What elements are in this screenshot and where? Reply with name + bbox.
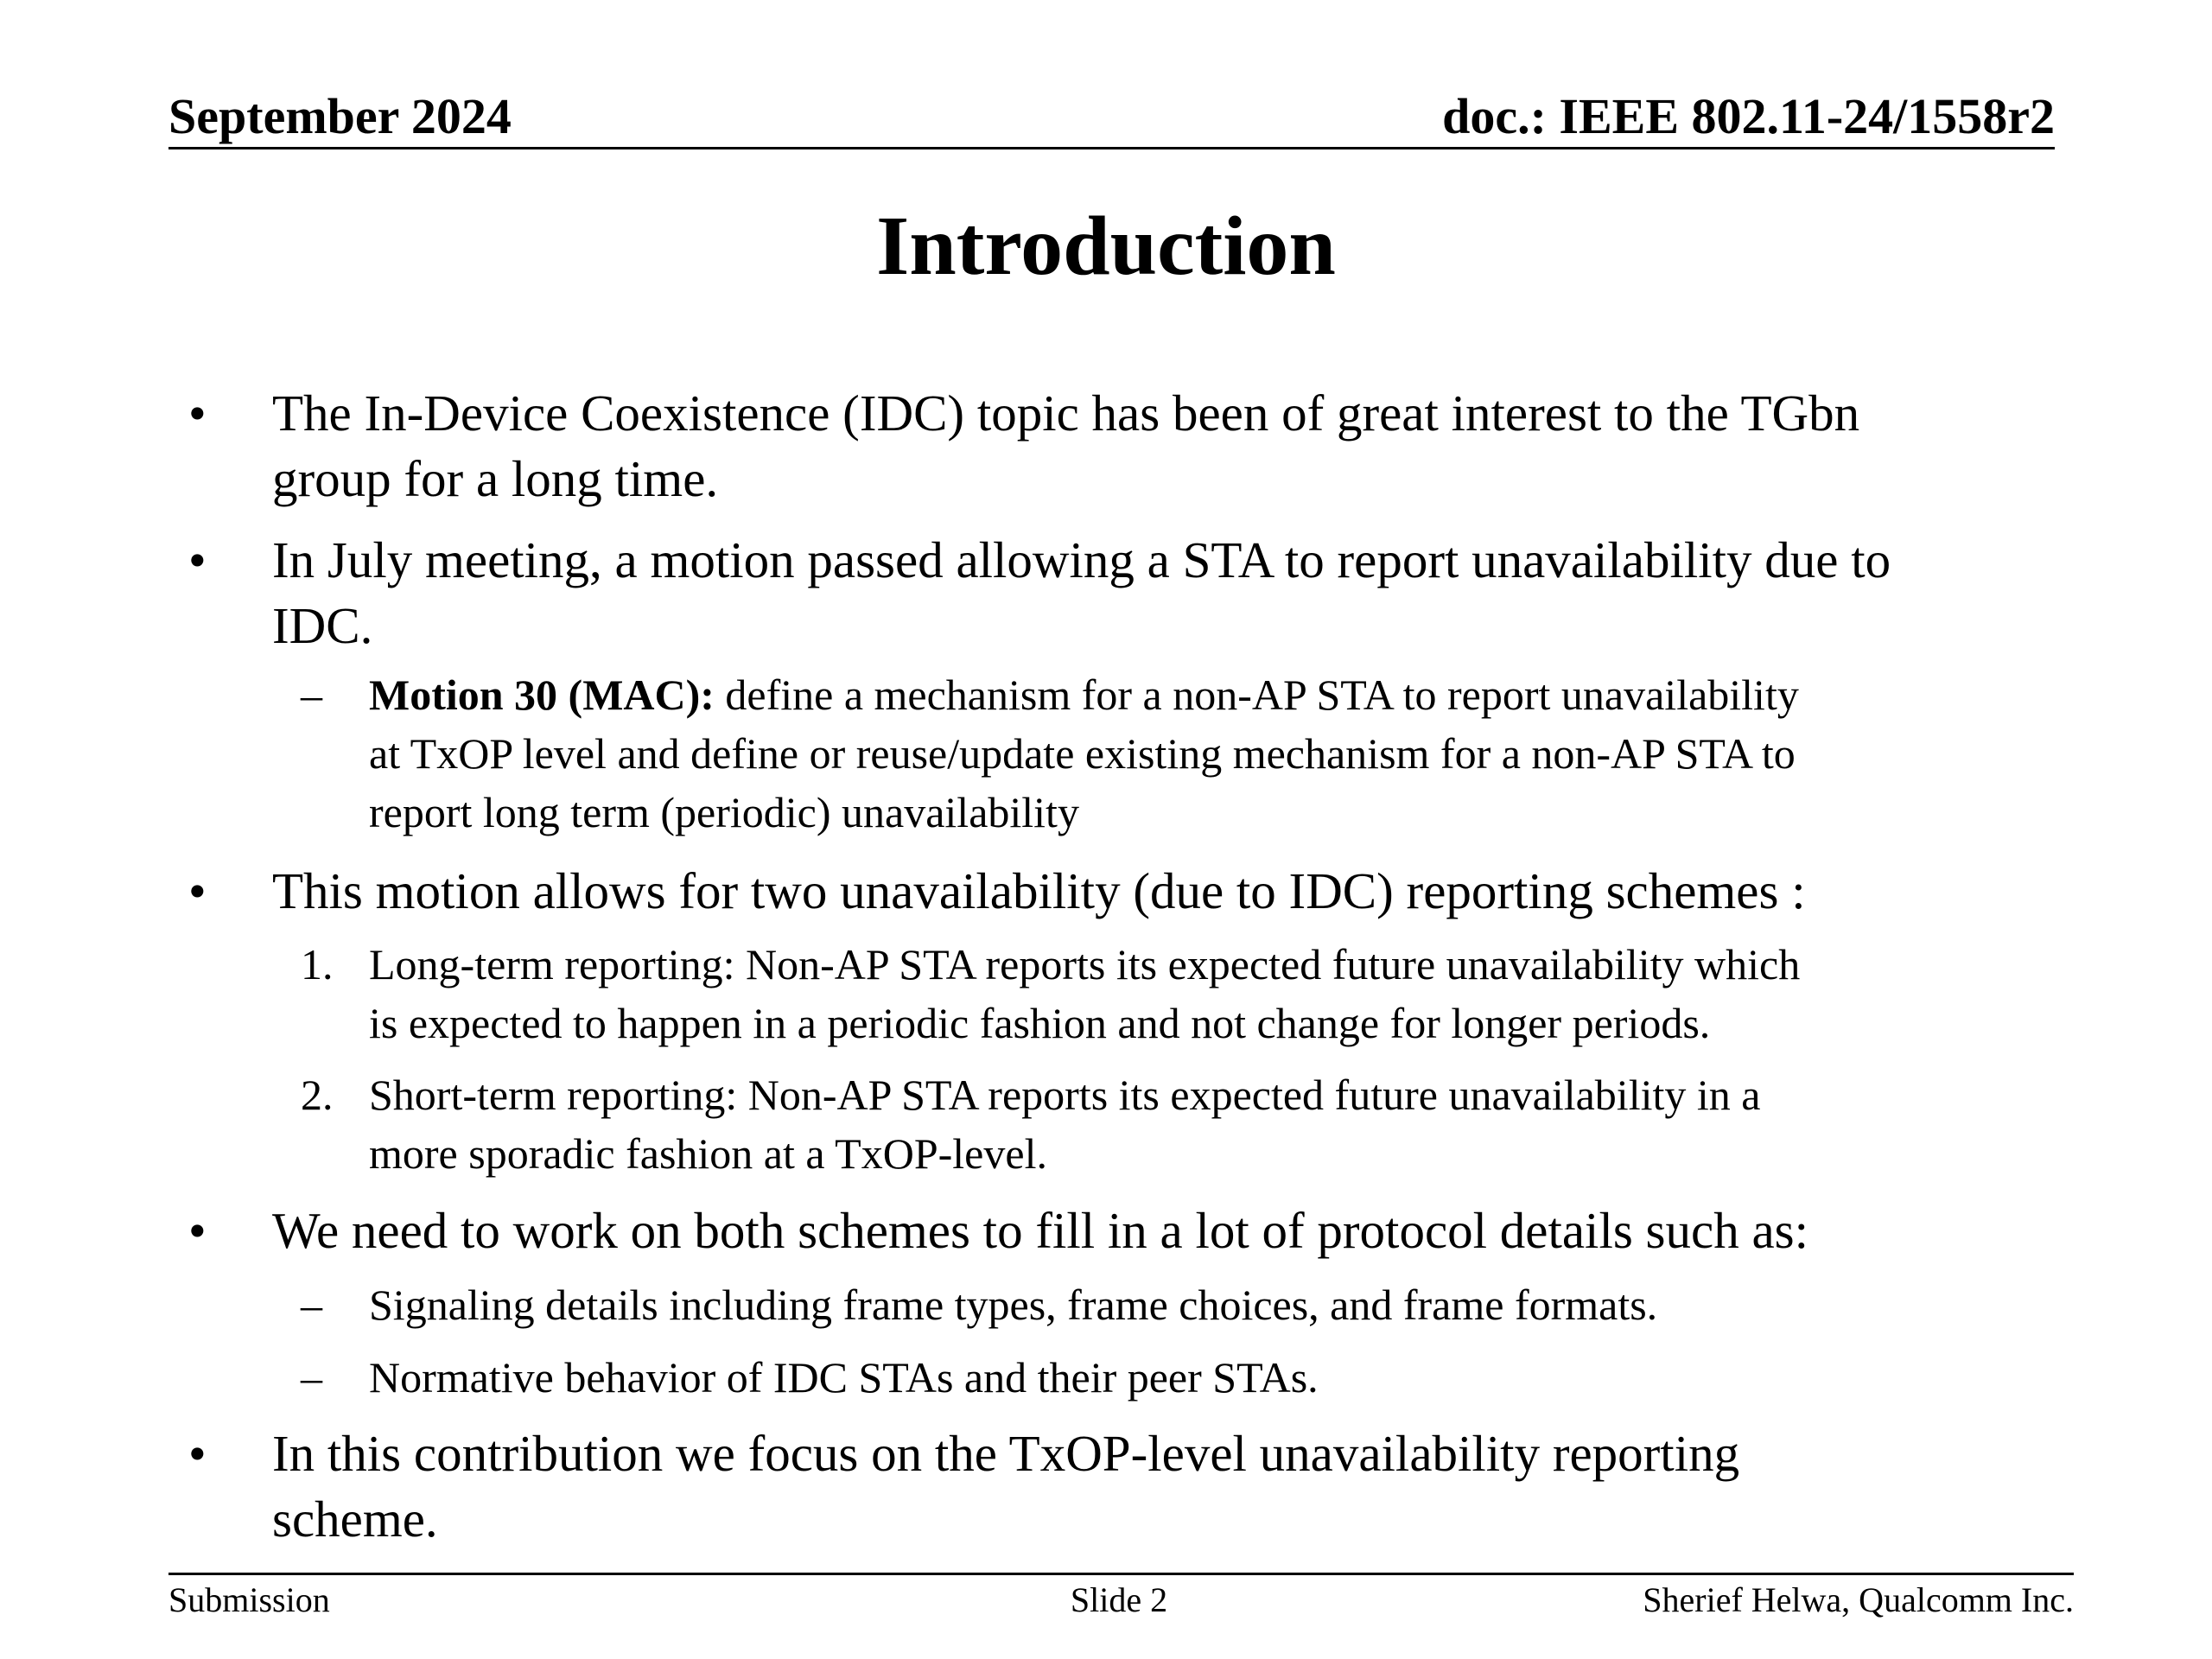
long-term-line-2: is expected to happen in a periodic fashion and not change for longer periods. [369, 999, 1711, 1047]
short-term-line-2: more sporadic fashion at a TxOP-level. [369, 1129, 1047, 1178]
bullet-1-line-2: group for a long time. [272, 450, 719, 507]
footer-divider [168, 1573, 2074, 1575]
dash-marker: – [301, 671, 322, 719]
number-marker: 2. [301, 1071, 334, 1119]
bullet-2-line-2: IDC. [272, 597, 373, 654]
footer-submission: Submission [168, 1580, 330, 1619]
footer-slide-number: Slide 2 [1070, 1580, 1168, 1619]
slide-header [168, 86, 2055, 149]
motion-30-line-2: at TxOP level and define or reuse/update existing mechanism for a non-AP STA to [369, 729, 1796, 778]
dash-marker: – [301, 1353, 322, 1402]
signaling-details-line: Signaling details including frame types, frame choices, and frame formats. [369, 1281, 1658, 1329]
bullet-marker: • [188, 1202, 207, 1259]
slide-title: Introduction [876, 200, 1336, 293]
header-date: September 2024 [168, 88, 512, 144]
motion-30-line-3: report long term (periodic) unavailability [369, 788, 1079, 836]
bullet-3-line-1: This motion allows for two unavailability (due to IDC) reporting schemes : [272, 862, 1806, 919]
short-term-line-1: Short-term reporting: Non-AP STA reports its expected future unavailability in a [369, 1071, 1761, 1119]
normative-behavior-line: Normative behavior of IDC STAs and their peer STAs. [369, 1353, 1319, 1402]
bullet-marker: • [188, 531, 207, 588]
number-marker: 1. [301, 940, 334, 988]
motion-30-line-1 [369, 665, 1799, 724]
header-doc-number: doc.: IEEE 802.11-24/1558r2 [1442, 88, 2055, 144]
bullet-marker: • [188, 862, 207, 919]
long-term-line-1: Long-term reporting: Non-AP STA reports its expected future unavailability which [369, 940, 1801, 988]
motion-30-label: Motion 30 (MAC): [369, 671, 715, 719]
bullet-1-line-1: The In-Device Coexistence (IDC) topic has been of great interest to the TGbn [272, 385, 1860, 442]
bullet-5-line-1: In this contribution we focus on the TxOP-level unavailability reporting [272, 1425, 1740, 1482]
bullet-5-line-2: scheme. [272, 1491, 438, 1548]
bullet-2-line-1: In July meeting, a motion passed allowing a STA to report unavailability due to [272, 531, 1891, 588]
bullet-4-line-1: We need to work on both schemes to fill in a lot of protocol details such as: [272, 1202, 1808, 1259]
footer-author: Sherief Helwa, Qualcomm Inc. [1643, 1580, 2074, 1619]
bullet-marker: • [188, 385, 207, 442]
bullet-marker: • [188, 1425, 207, 1482]
motion-30-text: define a mechanism for a non-AP STA to report unavailability [714, 671, 1799, 719]
dash-marker: – [301, 1281, 322, 1329]
